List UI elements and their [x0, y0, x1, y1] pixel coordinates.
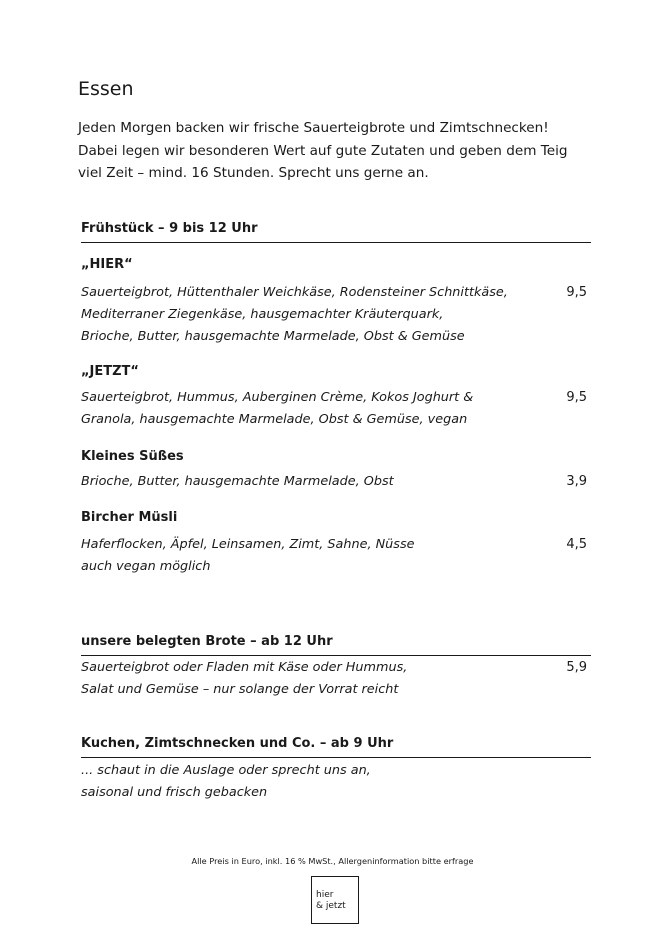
page-title: Essen — [78, 78, 134, 100]
menu-item-description — [81, 760, 541, 804]
menu-item-description — [81, 282, 541, 348]
section-heading-breakfast: Frühstück – 9 bis 12 Uhr — [81, 221, 591, 243]
section-heading-sandwiches: unsere belegten Brote – ab 12 Uhr — [81, 634, 591, 656]
menu-item-price: 3,9 — [566, 474, 587, 489]
logo-line: hier — [316, 890, 334, 900]
section-heading-cakes: Kuchen, Zimtschnecken und Co. – ab 9 Uhr — [81, 736, 591, 758]
intro-text — [78, 117, 598, 185]
description-line: ... schaut in die Auslage oder sprecht uns an, — [81, 763, 371, 778]
menu-item-price: 9,5 — [566, 285, 587, 300]
intro-line: Dabei legen wir besonderen Wert auf gute Zutaten und geben dem Teig — [78, 142, 568, 159]
description-line: auch vegan möglich — [81, 559, 211, 574]
description-line: Sauerteigbrot, Hüttenthaler Weichkäse, Rodensteiner Schnittkäse, — [81, 285, 508, 300]
description-line: Sauerteigbrot oder Fladen mit Käse oder Hummus, — [81, 660, 408, 675]
description-line: saisonal und frisch gebacken — [81, 785, 268, 800]
description-line: Brioche, Butter, hausgemachte Marmelade, Obst & Gemüse — [81, 329, 465, 344]
menu-item-price: 4,5 — [566, 537, 587, 552]
menu-item-name: „JETZT“ — [81, 364, 139, 379]
menu-item-name: „HIER“ — [81, 257, 133, 272]
menu-item-price: 9,5 — [566, 390, 587, 405]
description-line: Sauerteigbrot, Hummus, Auberginen Crème, Kokos Joghurt & — [81, 390, 474, 405]
menu-item-name: Kleines Süßes — [81, 449, 184, 464]
logo-line: & jetzt — [316, 901, 346, 911]
menu-item-description — [81, 387, 541, 431]
menu-item-description — [81, 471, 541, 493]
footer-note: Alle Preis in Euro, inkl. 16 % MwSt., Allergeninformation bitte erfrage — [191, 856, 474, 866]
intro-line: Jeden Morgen backen wir frische Sauerteigbrote und Zimtschnecken! — [78, 120, 549, 136]
intro-line: viel Zeit – mind. 16 Stunden. Sprecht uns gerne an. — [78, 165, 429, 181]
menu-item-description — [81, 534, 541, 578]
menu-item-description — [81, 657, 541, 701]
menu-item-price: 5,9 — [566, 660, 587, 675]
logo — [311, 876, 359, 924]
description-line: Haferflocken, Äpfel, Leinsamen, Zimt, Sahne, Nüsse — [81, 537, 415, 552]
description-line: Brioche, Butter, hausgemachte Marmelade, Obst — [81, 474, 394, 489]
description-line: Salat und Gemüse – nur solange der Vorrat reicht — [81, 682, 399, 697]
description-line: Granola, hausgemachte Marmelade, Obst & Gemüse, vegan — [81, 412, 468, 427]
menu-item-name: Bircher Müsli — [81, 510, 178, 525]
description-line: Mediterraner Ziegenkäse, hausgemachter Kräuterquark, — [81, 307, 444, 322]
